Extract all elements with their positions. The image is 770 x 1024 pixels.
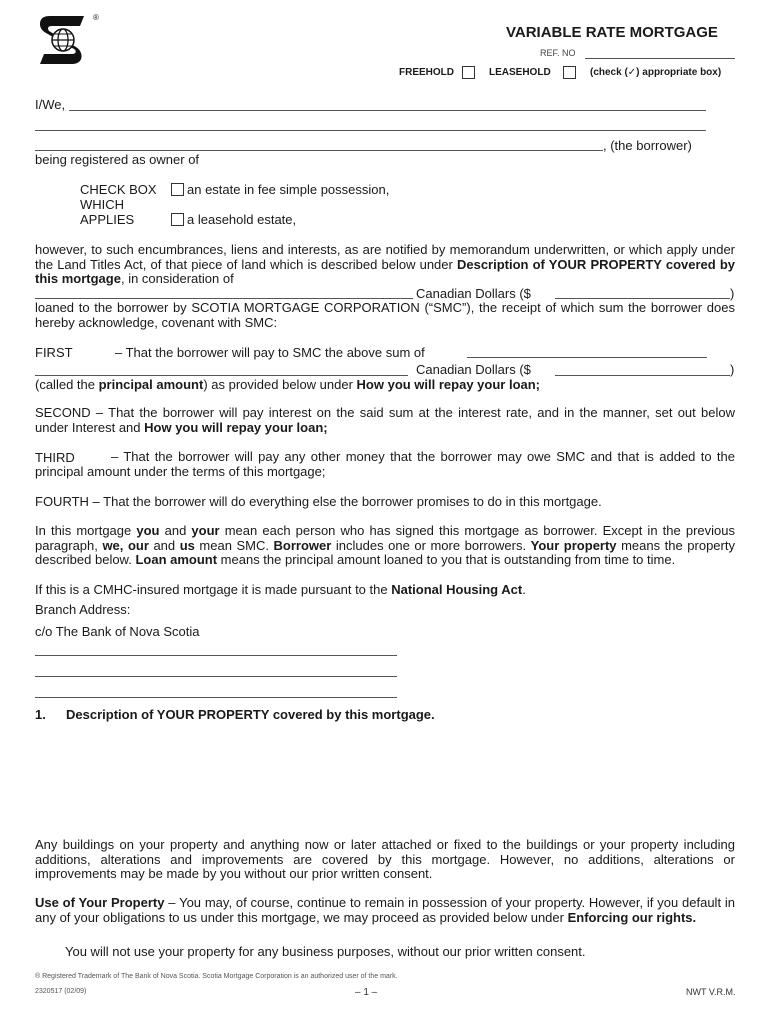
branch-address-line-3[interactable] — [35, 697, 397, 698]
borrower-name-line-3[interactable] — [35, 150, 603, 151]
page-number: – 1 – — [355, 987, 378, 998]
which-label: WHICH — [80, 197, 125, 212]
trademark-symbol: ® — [93, 13, 99, 22]
borrower-label: , (the borrower) — [603, 138, 692, 153]
buildings-paragraph: Any buildings on your property and anything now or later attached or fixed to the buildings or your property including additions, alterations and improvements are covered by this mortgage. However, no additions, alterations or improvements may be made by you without our prior written consent. — [35, 837, 735, 881]
principal-amount-words-2[interactable] — [35, 375, 408, 376]
page-title: VARIABLE RATE MORTGAGE — [506, 24, 718, 41]
third-label: THIRD — [35, 450, 75, 465]
principal-amount-figures[interactable] — [555, 375, 730, 376]
trademark-note: ® Registered Trademark of The Bank of Nova Scotia. Scotia Mortgage Corporation is an authorized user of the mark. — [35, 973, 398, 980]
leasehold-checkbox[interactable] — [563, 66, 576, 79]
close-paren: ) — [730, 286, 735, 301]
applies-label: APPLIES — [80, 212, 135, 227]
scotiabank-logo — [36, 14, 88, 66]
encumbrances-paragraph: however, to such encumbrances, liens and interests, as are notified by memorandum underwritten, or which apply under the Land Titles Act, of that piece of land which is described below under Description of YOUR PROPERTY covered by this mortgage, in consideration of — [35, 242, 735, 286]
section-1-number: 1. — [35, 707, 46, 722]
freehold-label: FREEHOLD — [399, 67, 454, 78]
business-purposes-paragraph: You will not use your property for any business purposes, without our prior written consent. — [65, 944, 586, 959]
first-text: – That the borrower will pay to SMC the above sum of — [115, 345, 425, 360]
ref-no-label: REF. NO — [540, 48, 576, 58]
check-note: (check (✓) appropriate box) — [590, 67, 722, 78]
first-label: FIRST — [35, 345, 73, 360]
loaned-paragraph: loaned to the borrower by SCOTIA MORTGAGE CORPORATION (“SMC”), the receipt of which sum the borrower does hereby acknowledge, covenant with SMC: — [35, 300, 735, 330]
first-close-paren: ) — [730, 362, 735, 377]
leasehold-estate-checkbox[interactable] — [171, 213, 184, 226]
branch-address-line-2[interactable] — [35, 676, 397, 677]
section-1-title: Description of YOUR PROPERTY covered by this mortgage. — [66, 707, 435, 722]
borrower-name-line-1[interactable] — [69, 110, 706, 111]
leasehold-label: LEASEHOLD — [489, 67, 551, 78]
property-description-area[interactable] — [35, 726, 735, 830]
first-dollars-label: Canadian Dollars ($ — [416, 362, 531, 377]
canadian-dollars-label: Canadian Dollars ($ — [416, 286, 531, 301]
definitions-paragraph: In this mortgage you and your mean each person who has signed this mortgage as borrower. Except in the previous paragraph, we, our and us mean SMC. Borrower includes one or more borrowers. Your property means the property described below. Loan amount means the principal amount loaned to you that is outstanding from time to time. — [35, 523, 735, 567]
nha-paragraph: If this is a CMHC-insured mortgage it is made pursuant to the National Housing Act. — [35, 582, 526, 597]
branch-address-label: Branch Address: — [35, 602, 131, 617]
consideration-amount-words[interactable] — [35, 298, 413, 299]
form-number: 2320517 (02/09) — [35, 988, 87, 995]
second-covenant: SECOND – That the borrower will pay interest on the said sum at the interest rate, and in the manner, set out below under Interest and How you will repay your loan; — [35, 405, 735, 435]
consideration-amount-figures[interactable] — [555, 298, 730, 299]
iwe-label: I/We, — [35, 97, 66, 112]
freehold-checkbox[interactable] — [462, 66, 475, 79]
fee-simple-checkbox[interactable] — [171, 183, 184, 196]
ref-no-field[interactable] — [585, 58, 735, 59]
branch-co-label: c/o The Bank of Nova Scotia — [35, 624, 200, 639]
borrower-name-line-2[interactable] — [35, 130, 706, 131]
fee-simple-option: an estate in fee simple possession, — [187, 182, 390, 197]
form-code: NWT V.R.M. — [686, 987, 736, 997]
leasehold-estate-option: a leasehold estate, — [187, 212, 297, 227]
check-box-label: CHECK BOX — [80, 182, 157, 197]
principal-amount-paragraph: (called the principal amount) as provided below under How you will repay your loan; — [35, 377, 541, 392]
branch-address-line-1[interactable] — [35, 655, 397, 656]
registered-owner-label: being registered as owner of — [35, 152, 200, 167]
third-covenant: – That the borrower will pay any other money that the borrower may owe SMC and that is added to the principal amount under the terms of this mortgage; — [35, 449, 735, 479]
use-of-property-paragraph: Use of Your Property – You may, of course, continue to remain in possession of your property. However, if you default in any of your obligations to us under this mortgage, we may proceed as provided below under Enforcing our rights. — [35, 895, 735, 925]
principal-amount-words-1[interactable] — [467, 357, 707, 358]
fourth-covenant: FOURTH – That the borrower will do everything else the borrower promises to do in this mortgage. — [35, 494, 602, 509]
